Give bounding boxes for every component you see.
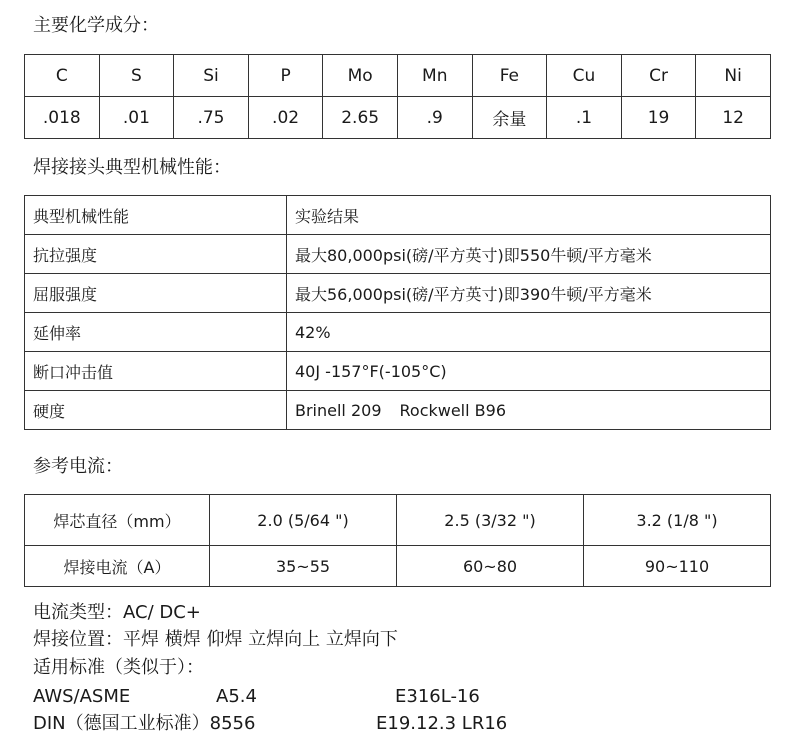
element-value: .018 <box>25 97 100 139</box>
element-header: Fe <box>472 55 547 97</box>
element-header: Mo <box>323 55 398 97</box>
aws-standard-row <box>33 683 773 710</box>
amperage-cell: 60~80 <box>397 546 584 587</box>
element-value: .1 <box>547 97 622 139</box>
table-row <box>25 391 771 430</box>
element-header: Ni <box>696 55 771 97</box>
element-header: P <box>248 55 323 97</box>
result-cell: 最大56,000psi(磅/平方英寸)即390牛顿/平方毫米 <box>287 274 771 313</box>
din-standard-row <box>33 710 773 737</box>
composition-title: 主要化学成分： <box>33 15 159 36</box>
amperage-row <box>25 546 771 587</box>
element-value: .01 <box>99 97 174 139</box>
current-type: 电流类型：AC/ DC+ <box>33 602 201 623</box>
element-header: Cr <box>621 55 696 97</box>
element-value: 19 <box>621 97 696 139</box>
hardness-result-cell <box>287 391 771 430</box>
element-value: .9 <box>397 97 472 139</box>
table-row <box>25 274 771 313</box>
result-cell: 42% <box>287 313 771 352</box>
mechanical-title: 焊接接头典型机械性能： <box>33 157 231 178</box>
element-value: 余量 <box>472 97 547 139</box>
table-row <box>25 235 771 274</box>
element-header: Cu <box>547 55 622 97</box>
standards-title: 适用标准（类似于）： <box>33 657 204 678</box>
element-value: 2.65 <box>323 97 398 139</box>
property-cell: 屈服强度 <box>25 274 287 313</box>
diameter-row <box>25 495 771 546</box>
result-cell: 40J -157°F(-105°C) <box>287 352 771 391</box>
property-header: 典型机械性能 <box>25 196 287 235</box>
rockwell-value: Rockwell B96 <box>399 400 506 420</box>
din-class: E19.12.3 LR16 <box>376 713 508 734</box>
amperage-cell: 90~110 <box>584 546 771 587</box>
result-header: 实验结果 <box>287 196 771 235</box>
diameter-cell: 2.5 (3/32 ") <box>397 495 584 546</box>
current-title: 参考电流： <box>33 456 123 477</box>
din-org: DIN（德国工业标准）8556 <box>33 713 256 734</box>
table-row <box>25 352 771 391</box>
composition-value-row <box>25 97 771 139</box>
welding-position: 焊接位置：平焊 横焊 仰焊 立焊向上 立焊向下 <box>33 629 398 650</box>
current-table <box>24 494 771 587</box>
element-header: Mn <box>397 55 472 97</box>
table-row <box>25 313 771 352</box>
diameter-label: 焊芯直径（mm） <box>25 495 210 546</box>
result-cell: 最大80,000psi(磅/平方英寸)即550牛顿/平方毫米 <box>287 235 771 274</box>
property-cell: 硬度 <box>25 391 287 430</box>
amperage-cell: 35~55 <box>210 546 397 587</box>
aws-spec: A5.4 <box>216 686 257 707</box>
property-cell: 抗拉强度 <box>25 235 287 274</box>
mechanical-table <box>24 195 771 430</box>
property-cell: 断口冲击值 <box>25 352 287 391</box>
aws-class: E316L-16 <box>395 686 480 707</box>
aws-org: AWS/ASME <box>33 686 131 707</box>
element-header: S <box>99 55 174 97</box>
element-header: Si <box>174 55 249 97</box>
element-header: C <box>25 55 100 97</box>
diameter-cell: 3.2 (1/8 ") <box>584 495 771 546</box>
element-value: .02 <box>248 97 323 139</box>
brinell-value: Brinell 209 <box>295 400 382 420</box>
element-value: 12 <box>696 97 771 139</box>
composition-table <box>24 54 771 139</box>
diameter-cell: 2.0 (5/64 ") <box>210 495 397 546</box>
mechanical-header-row <box>25 196 771 235</box>
composition-header-row <box>25 55 771 97</box>
property-cell: 延伸率 <box>25 313 287 352</box>
amperage-label: 焊接电流（A） <box>25 546 210 587</box>
element-value: .75 <box>174 97 249 139</box>
